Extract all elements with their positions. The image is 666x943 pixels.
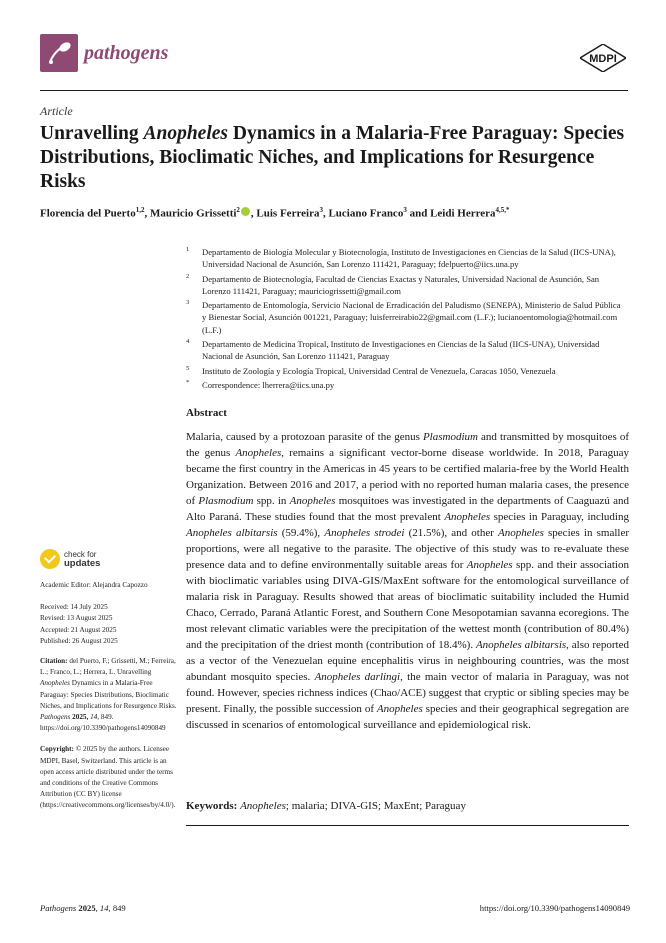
journal-logo (40, 34, 78, 72)
check-updates-line1: check for (64, 550, 97, 559)
footer-citation (40, 903, 126, 913)
date-item: Received: 14 July 2025 (40, 603, 108, 612)
affiliation-item (186, 379, 626, 391)
text-run: , remains a significant vector-borne disease worldwide. In 2018, Paraguay became the first country in the Americas in 45 years to be certified malaria-free by the World Health Organization. Between 2016 and 2017, a period with no reported human malaria cases, the presence of (186, 447, 629, 507)
affiliation-item (186, 338, 626, 363)
title-italic: Anopheles (143, 123, 228, 144)
text-run: ; malaria; DIVA-GIS; MaxEnt; Paraguay (285, 800, 466, 812)
text-run: , 849 (108, 903, 126, 913)
text-run: Anopheles (40, 679, 70, 688)
affiliation-number: * (186, 378, 190, 386)
author-separator: , (144, 207, 150, 220)
citation (40, 656, 182, 734)
text-run: and transmitted by mosquitoes of the genus (186, 431, 630, 459)
affiliation-text: Departamento de Biología Molecular y Biotecnología, Instituto de Investigaciones en Ciencias de la Salud (IICS-UNA), Universidad Nacional de Asunción, San Lorenzo 111421, Paraguay; fdelpuerto@iics.una.py (202, 247, 616, 270)
author-affiliation-sup: 3 (319, 206, 323, 214)
abstract-text (186, 429, 629, 733)
text-run: species and their geographical segregation are discussed in scenarios of entomological surveillance and epidemiological risk. (186, 703, 629, 731)
affiliation-number: 5 (186, 364, 190, 372)
text-run: Anopheles (444, 511, 491, 523)
affiliation-text: Departamento de Entomología, Servicio Nacional de Erradicación del Paludismo (SENEPA), Ministerio de Salud Pública y Bienestar Social, Asunción 001221, Paraguay; luisferreirabio22@gmail.com (L.F.); lucianoentomologia@hotmail.com (L.F.) (202, 300, 621, 335)
text-run: Pathogens (40, 713, 71, 722)
mdpi-logo-text: MDPI (589, 53, 617, 65)
affiliations (186, 246, 626, 393)
text-run: Pathogens (40, 903, 77, 913)
copyright-text: © 2025 by the authors. Licensee MDPI, Basel, Switzerland. This article is an open access article distributed under the terms and conditions of the Creative Commons Attribution (CC BY) license (https://creativecommons.org/licenses/by/4.0/). (40, 745, 176, 810)
title-part: Dynamics in a Malaria-Free Paraguay: Species Distributions, Bioclimatic Niches, and Implications for Resurgence Risks (40, 123, 625, 192)
date-item: Published: 26 August 2025 (40, 636, 118, 645)
author-affiliation-sup: 4,5,* (495, 206, 510, 214)
text-run: Plasmodium (198, 495, 254, 507)
keywords (186, 800, 629, 812)
text-run: 2025, (70, 713, 91, 722)
affiliation-item (186, 299, 626, 336)
header-rule (40, 90, 628, 91)
affiliation-item (186, 365, 626, 377)
text-run: Anopheles (466, 559, 513, 571)
text-run: (59.4%), (277, 527, 325, 539)
text-run: mosquitoes was investigated in the departments of Caaguazú and Alto Paraná. These studies found that the most prevalent (186, 495, 629, 523)
text-run: Dynamics in a Malaria-Free Paraguay: Species Distributions, Bioclimatic Niches, and Implications for Resurgence Risks. (40, 679, 177, 710)
keywords-list (237, 800, 466, 812)
affiliation-number: 1 (186, 246, 190, 253)
author-affiliation-sup: 1,2 (135, 206, 145, 214)
text-run: 14 (90, 713, 98, 722)
mdpi-logo-icon (580, 44, 626, 72)
text-run: Anopheles strodei (324, 527, 405, 539)
author-name[interactable]: Leidi Herrera (430, 207, 496, 220)
text-run: species in smaller proportions, were all negative to the parasite. The objective of this study was to re-evaluate these presence data and to define environmentally suitable areas for (186, 527, 630, 571)
text-run: Anopheles albitarsis (186, 527, 278, 539)
journal-name: pathogens (84, 42, 169, 64)
affiliation-item (186, 246, 626, 271)
abstract-heading: Abstract (186, 407, 227, 419)
title-part: Unravelling (40, 123, 144, 144)
affiliation-number: 2 (186, 272, 190, 280)
citation-label: Citation: (40, 657, 68, 666)
text-run: Anopheles (376, 703, 423, 715)
text-run: , the main vector of malaria in Paraguay, was not found. However, species richness indices (Chao/ACE) suggest that cryptic or sibling species may be present. Finally, the possible succession of (186, 671, 629, 715)
author-list (40, 206, 630, 220)
dates (40, 602, 182, 647)
affiliation-text: Correspondence: lherrera@iics.una.py (202, 379, 335, 390)
text-run: Anopheles (235, 447, 282, 459)
academic-editor: Academic Editor: Alejandra Capozzo (40, 581, 148, 589)
check-updates-line2: updates (64, 557, 101, 569)
copyright-label: Copyright: (40, 745, 74, 754)
text-run: Anopheles darlingi (314, 671, 401, 683)
mdpi-logo (580, 44, 626, 72)
affiliation-number: 4 (186, 338, 190, 346)
keywords-rule (186, 825, 629, 826)
text-run: (21.5%), and other (404, 527, 499, 539)
pathogens-logo-icon (40, 34, 78, 72)
author-separator: , (250, 207, 257, 220)
check-updates-text (64, 551, 100, 568)
check-for-updates-button[interactable] (40, 549, 140, 573)
text-run: Plasmodium (422, 431, 478, 443)
affiliation-text: Instituto de Zoología y Ecología Tropical, Universidad Central de Venezuela, Caracas 1050, Venezuela (202, 365, 556, 376)
author-name[interactable]: Luis Ferreira (256, 207, 320, 220)
footer-doi-link[interactable]: https://doi.org/10.3390/pathogens14090849 (479, 903, 630, 913)
author-name[interactable]: Luciano Franco (328, 207, 404, 220)
keywords-label: Keywords: (186, 800, 238, 812)
author-affiliation-sup: 3 (403, 206, 407, 214)
author-separator: and (406, 207, 431, 220)
author-separator: , (322, 207, 329, 220)
author-name[interactable]: Florencia del Puerto (40, 207, 136, 220)
author-name[interactable]: Mauricio Grissetti (149, 207, 237, 220)
affiliation-number: 3 (186, 299, 190, 307)
article-info (40, 580, 182, 819)
affiliation-item (186, 273, 626, 298)
text-run: Anopheles albitarsis (475, 639, 567, 651)
text-run: spp. in (253, 495, 290, 507)
article-title (40, 122, 640, 194)
text-run: species in Paraguay, including (490, 511, 629, 523)
check-icon (40, 549, 60, 569)
author-affiliation-sup: 2 (236, 206, 240, 214)
text-run: Anopheles (289, 495, 336, 507)
affiliation-text: Departamento de Biotecnología, Facultad de Ciencias Exactas y Naturales, Universidad Nacional de Asunción, San Lorenzo 111421, Paraguay; mauriciogrissetti@gmail.com (202, 273, 600, 296)
affiliation-text: Departamento de Medicina Tropical, Instituto de Investigaciones en Ciencias de la Salud (IICS-UNA), Universidad Nacional de Asunción, San Lorenzo 111421, Paraguay (202, 339, 600, 362)
text-run: , also reported as a vector of the Venezuelan equine encephalitis virus in neighbouring countries, was the most abundant mosquito species. (186, 639, 629, 683)
text-run: del Puerto, F.; Grissetti, M.; Ferreira, L.; Franco, L.; Herrera, L. Unravelling (40, 657, 176, 677)
text-run: , (95, 903, 100, 913)
article-type: Article (40, 104, 73, 118)
date-item: Accepted: 21 August 2025 (40, 625, 117, 634)
text-run: Malaria, caused by a protozoan parasite of the genus (186, 431, 423, 443)
text-run: 14 (99, 903, 109, 913)
text-run: Anopheles (498, 527, 544, 539)
date-item: Revised: 13 August 2025 (40, 614, 113, 623)
text-run: Anopheles (240, 800, 286, 812)
text-run: 2025 (76, 903, 96, 913)
copyright (40, 744, 182, 811)
text-run: spp. and their association with bioclimatic variables using DIVA-GIS/MaxEnt software for the entomological surveillance of malaria risk in Paraguay. Results showed that areas of bioclimatic suitability included the Humid Chaco, Cerrado, Paraná Atlantic Forest, and Southern Cone Mesopotamian savanna ecoregions. The most relevant climatic variables were the precipitation of the wettest month (contribution of 80.4%) and the precipitation of the driest month (contribution of 18.4%). (186, 559, 629, 651)
text-run: , 849. https://doi.org/10.3390/pathogens14090849 (40, 713, 166, 733)
citation-text (40, 657, 177, 732)
orcid-icon[interactable] (241, 207, 250, 216)
